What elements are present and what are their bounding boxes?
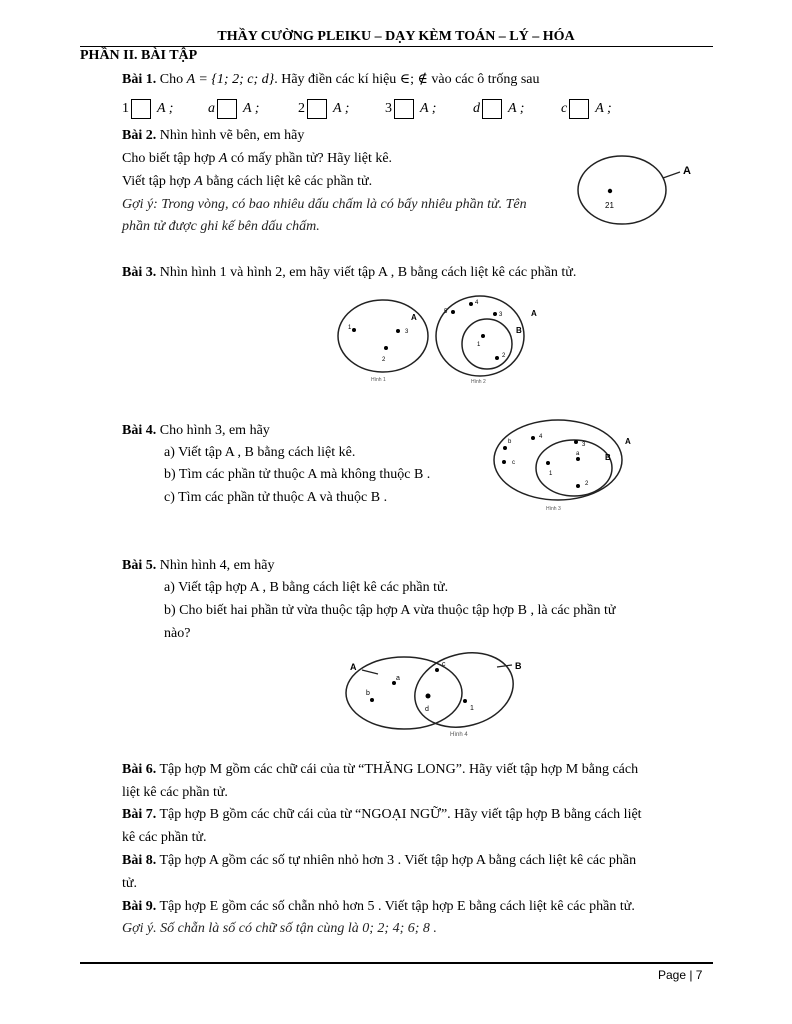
element-dot	[426, 694, 431, 699]
bai7-line1	[122, 805, 642, 825]
fig3-inner-label: B	[605, 453, 611, 462]
answer-box[interactable]	[394, 99, 414, 119]
element-dot	[451, 310, 455, 314]
page-number: Page | 7	[658, 968, 703, 982]
element-label: a	[576, 451, 580, 457]
bai5-intro	[122, 556, 274, 576]
bai9-label: Bài 9.	[122, 899, 157, 914]
element-dot	[481, 334, 485, 338]
bai1-item-elem: a	[208, 101, 215, 117]
fig1-caption: Hình 1	[371, 377, 386, 383]
bai4-intro	[122, 421, 270, 441]
bai5-a: a) Viết tập hợp A , B bằng cách liệt kê các phần tử.	[164, 580, 449, 595]
bai4-b: b) Tìm các phần tử thuộc A mà không thuộc B .	[164, 467, 431, 482]
fig2-inner-label: B	[516, 326, 522, 335]
bai1-item-set: A ;	[157, 101, 174, 117]
bai3-line	[122, 263, 576, 283]
element-label: 1	[477, 342, 481, 348]
bai6-line1-text: Tập hợp M gồm các chữ cái của từ “THĂNG LONG”. Hãy viết tập hợp M bằng cách	[159, 762, 639, 777]
element-label: 2	[382, 357, 386, 363]
bai4-intro-text: Cho hình 3, em hãy	[159, 423, 270, 438]
element-label: a	[396, 675, 400, 682]
bai2-line3	[122, 172, 372, 192]
header-title: THẦY CƯỜNG PLEIKU – DẠY KÈM TOÁN – LÝ – HÓA	[217, 29, 575, 44]
fig4-set-b-label: B	[515, 661, 522, 671]
bai7-label: Bài 7.	[122, 807, 157, 822]
element-dot	[531, 436, 535, 440]
fig4-caption: Hình 4	[450, 732, 468, 738]
element-dot	[352, 328, 356, 332]
bai5-b-line1: b) Cho biết hai phần tử vừa thuộc tập hợp A vừa thuộc tập hợp B , là các phần tử	[164, 603, 616, 618]
element-dot	[435, 668, 439, 672]
bai2-line1-text: Nhìn hình vẽ bên, em hãy	[159, 128, 305, 143]
element-label: d	[425, 706, 429, 713]
bai2-line2var: A	[218, 151, 228, 166]
element-dot	[384, 346, 388, 350]
bai1-item	[298, 99, 349, 119]
element-dot	[502, 460, 506, 464]
element-dot	[370, 698, 374, 702]
bai8-line2: tử.	[122, 876, 137, 891]
element-dot	[576, 457, 580, 461]
fig1-set-a-label: A	[411, 313, 417, 322]
bai2-line2b: có mấy phần tử? Hãy liệt kê.	[230, 151, 393, 166]
bai5-b-line2: nào?	[164, 626, 191, 641]
bai2-line3a: Viết tập hợp	[122, 174, 191, 189]
element-dot	[493, 312, 497, 316]
bai1-item-elem: 1	[122, 101, 129, 117]
bai4-c: c) Tìm các phần tử thuộc A và thuộc B .	[164, 490, 388, 505]
bai1-text-a: Cho	[159, 72, 184, 87]
element-dot	[469, 302, 473, 306]
fig3-caption: Hình 3	[546, 506, 561, 512]
bai4-figure	[488, 418, 648, 518]
answer-box[interactable]	[307, 99, 327, 119]
element-label: b	[366, 690, 370, 697]
bai4-label: Bài 4.	[122, 423, 157, 438]
bai8-label: Bài 8.	[122, 853, 157, 868]
answer-box[interactable]	[569, 99, 589, 119]
bai7-line1-text: Tập hợp B gồm các chữ cái của từ “NGOẠI NGỮ”. Hãy viết tập hợp B bằng cách liệt	[159, 807, 642, 822]
element-label: 2	[502, 353, 506, 359]
bai4-a: a) Viết tập A , B bằng cách liệt kê.	[164, 445, 356, 460]
bai2-figure	[570, 150, 710, 230]
bai1-item-set: A ;	[333, 101, 350, 117]
bai1-item	[208, 99, 259, 119]
bai1-item-elem: 2	[298, 101, 305, 117]
bai1-item-set: A ;	[420, 101, 437, 117]
fig3-outer-label: A	[625, 437, 631, 446]
element-dot	[546, 461, 550, 465]
bai7-line2: kê các phần tử.	[122, 830, 207, 845]
bai2-line1	[122, 126, 304, 146]
bai2-line2	[122, 149, 392, 169]
bai5-label: Bài 5.	[122, 558, 157, 573]
bai8-line1	[122, 851, 636, 871]
fig4-set-b	[406, 648, 521, 738]
bai1-item-set: A ;	[508, 101, 525, 117]
fig2-caption: Hình 2	[471, 379, 486, 385]
set-a-pointer	[362, 670, 378, 674]
fig3-set-b	[536, 440, 612, 496]
fig2-outer-label: A	[531, 309, 537, 318]
bai6-line1	[122, 760, 638, 780]
element-label: 3	[499, 312, 503, 318]
bai3-figures	[335, 286, 545, 388]
element-label: 5	[444, 309, 448, 315]
bai5-figure	[342, 648, 542, 743]
bai2-line3var: A	[194, 174, 203, 189]
bai1-text-b: . Hãy điền các kí hiệu	[274, 72, 397, 87]
bai1-item	[385, 99, 436, 119]
bai2-line3b: bằng cách liệt kê các phần tử.	[206, 174, 373, 189]
bai6-line2: liệt kê các phần tử.	[122, 785, 228, 800]
answer-box[interactable]	[482, 99, 502, 119]
element-dot	[463, 699, 467, 703]
element-label: c	[512, 460, 515, 466]
element-label: 1	[348, 325, 352, 331]
bai1-item-elem: 3	[385, 101, 392, 117]
element-label: 1	[549, 471, 553, 477]
element-dot	[608, 189, 612, 193]
bai1-item	[473, 99, 524, 119]
element-dot	[574, 440, 578, 444]
answer-box[interactable]	[131, 99, 151, 119]
bai9-line1	[122, 897, 635, 917]
element-dot	[495, 356, 499, 360]
set-b-pointer	[497, 665, 512, 667]
element-dot	[576, 484, 580, 488]
element-label: 3	[582, 442, 586, 448]
bai1-text-c: vào các ô trống sau	[431, 72, 540, 87]
bai2-label: Bài 2.	[122, 128, 157, 143]
bai1-item-elem: d	[473, 101, 480, 117]
bai9-hint: Gợi ý. Số chẵn là số có chữ số tận cùng là 0; 2; 4; 6; 8 .	[122, 921, 437, 936]
bai8-line1-text: Tập hợp A gồm các số tự nhiên nhỏ hơn 3 . Viết tập hợp A bằng cách liệt kê các phần	[159, 853, 637, 868]
bai5-intro-text: Nhìn hình 4, em hãy	[159, 558, 275, 573]
bai1-label: Bài 1.	[122, 72, 157, 87]
bai3-label: Bài 3.	[122, 265, 157, 280]
element-dot	[503, 446, 507, 450]
element-dot	[396, 329, 400, 333]
footer-rule	[80, 962, 713, 964]
set-a-label: A	[683, 165, 691, 177]
bai2-line2a: Cho biết tập hợp	[122, 151, 216, 166]
bai1-item	[561, 99, 612, 119]
bai1-statement	[122, 70, 540, 90]
section-title: PHẦN II. BÀI TẬP	[80, 48, 198, 63]
element-label: 21	[605, 201, 614, 210]
bai2-hint-line2: phần tử được ghi kế bên dấu chấm.	[122, 219, 320, 234]
set-a-circle	[578, 156, 666, 224]
fig4-set-a-label: A	[350, 662, 357, 672]
bai1-item-elem: c	[561, 101, 568, 117]
bai1-symbols: ∈; ∉	[399, 72, 428, 87]
bai1-item	[122, 99, 173, 119]
answer-box[interactable]	[217, 99, 237, 119]
element-label: 2	[585, 481, 589, 487]
fig2-set-b	[462, 319, 512, 369]
element-label: 4	[475, 300, 479, 306]
bai2-hint-line1: Gợi ý: Trong vòng, có bao nhiêu dấu chấm là có bấy nhiêu phần tử. Tên	[122, 197, 527, 212]
bai1-item-set: A ;	[595, 101, 612, 117]
set-label-pointer	[663, 172, 680, 178]
bai6-label: Bài 6.	[122, 762, 157, 777]
element-label: 4	[539, 434, 543, 440]
element-label: c	[442, 661, 446, 668]
element-label: 1	[470, 705, 474, 712]
bai9-line1-text: Tập hợp E gồm các số chẵn nhỏ hơn 5 . Viết tập hợp E bằng cách liệt kê các phần tử.	[159, 899, 635, 914]
bai1-item-set: A ;	[243, 101, 260, 117]
element-label: b	[508, 439, 512, 445]
bai1-set-def: A = {1; 2; c; d}	[186, 72, 275, 87]
element-label: 3	[405, 329, 409, 335]
bai3-text: Nhìn hình 1 và hình 2, em hãy viết tập A , B bằng cách liệt kê các phần tử.	[159, 265, 577, 280]
